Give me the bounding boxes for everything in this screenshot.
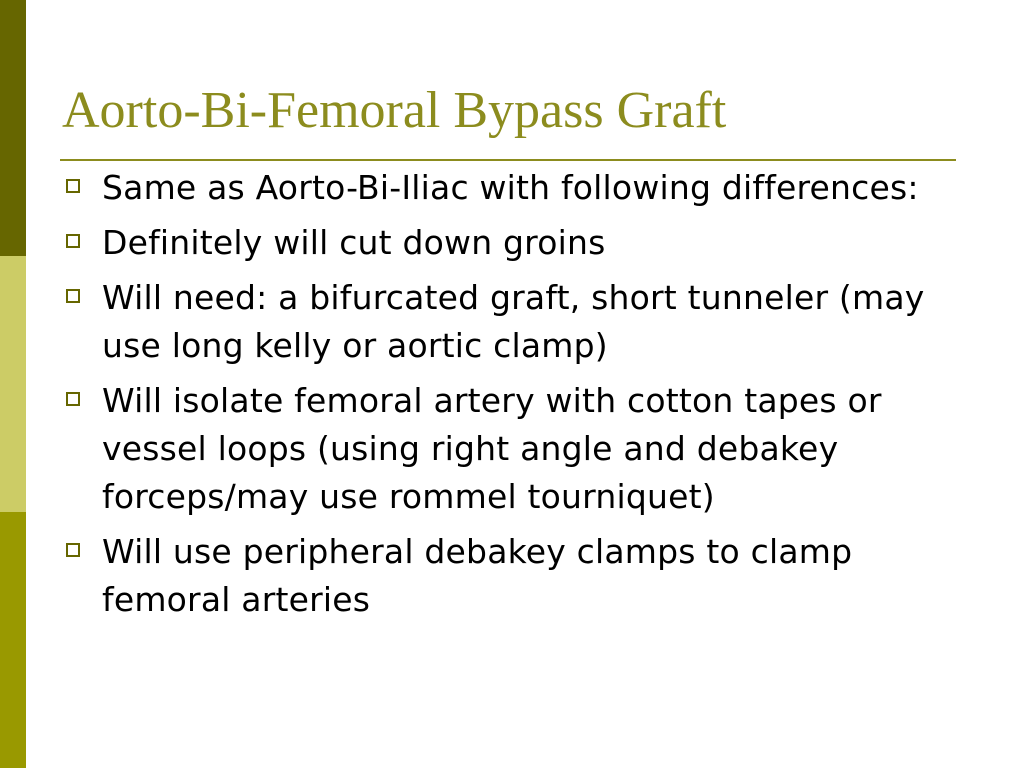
bullet-text: Definitely will cut down groins xyxy=(102,223,606,262)
bullet-item xyxy=(66,164,936,212)
bullet-text: Will need: a bifurcated graft, short tunneler (may use long kelly or aortic clamp) xyxy=(102,278,925,365)
square-bullet-icon xyxy=(66,392,80,406)
bullet-item xyxy=(66,377,936,521)
title-underline xyxy=(60,159,956,161)
bullet-text: Same as Aorto-Bi-Iliac with following differences: xyxy=(102,168,919,207)
side-bar-top xyxy=(0,0,26,256)
bullet-item xyxy=(66,528,936,624)
square-bullet-icon xyxy=(66,234,80,248)
side-bar-bottom xyxy=(0,512,26,768)
side-bar-middle xyxy=(0,256,26,512)
bullet-text: Will isolate femoral artery with cotton tapes or vessel loops (using right angle and debakey forceps/may use rommel tourniquet) xyxy=(102,381,882,516)
bullet-text: Will use peripheral debakey clamps to clamp femoral arteries xyxy=(102,532,853,619)
bullet-item xyxy=(66,274,936,370)
square-bullet-icon xyxy=(66,289,80,303)
slide-title: Aorto-Bi-Femoral Bypass Graft xyxy=(62,82,727,139)
square-bullet-icon xyxy=(66,179,80,193)
bullet-item xyxy=(66,219,936,267)
bullet-list xyxy=(66,164,936,631)
square-bullet-icon xyxy=(66,543,80,557)
